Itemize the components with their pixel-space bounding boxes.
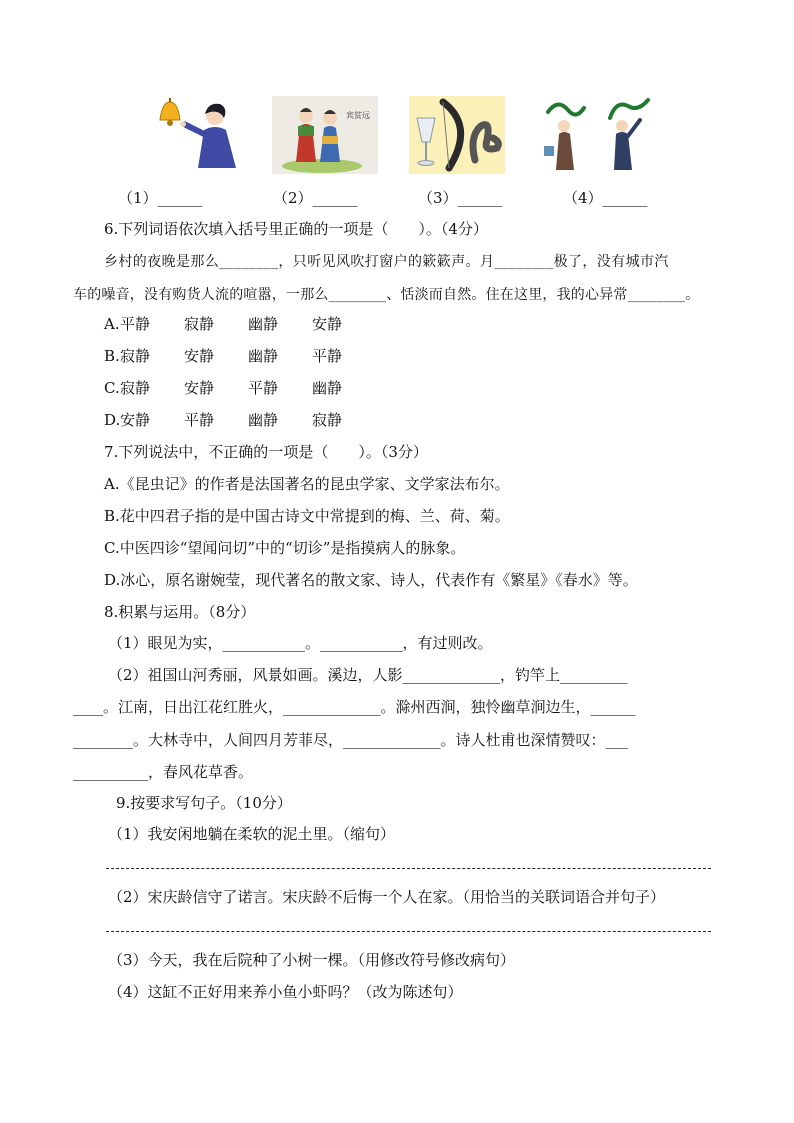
q9-sentence4: （4）这缸不正好用来养小鱼小虾吗？（改为陈述句） bbox=[108, 983, 463, 1001]
q6-option-a[interactable] bbox=[104, 313, 376, 334]
option-word: 平静 bbox=[312, 347, 343, 365]
q6-option-c[interactable] bbox=[104, 377, 376, 398]
picture-2 bbox=[272, 96, 378, 174]
q8-line5: __________，春风花草香。 bbox=[73, 763, 254, 781]
bell-woman-icon bbox=[150, 96, 242, 174]
picture-4 bbox=[544, 96, 654, 174]
option-word: 幽静 bbox=[248, 315, 279, 333]
answer-line-2[interactable] bbox=[106, 931, 711, 932]
two-scholars-icon bbox=[272, 96, 378, 174]
option-word: 安静 bbox=[184, 347, 215, 365]
q6-stem: 6.下列词语依次填入括号里正确的一项是（ ）。（4分） bbox=[104, 220, 488, 238]
answer-line-1[interactable] bbox=[106, 868, 711, 869]
option-word: 寂静 bbox=[120, 347, 151, 365]
q9-sentence1: （1）我安闲地躺在柔软的泥土里。（缩句） bbox=[108, 825, 396, 843]
option-word: 寂静 bbox=[120, 379, 151, 397]
q8-line1: （1）眼见为实，___________。___________，有过则改。 bbox=[108, 634, 493, 652]
picture-label-1: （1）______ bbox=[118, 189, 203, 207]
q7-option-a[interactable]: A.《昆虫记》的作者是法国著名的昆虫学家、文学家法布尔。 bbox=[104, 475, 510, 493]
option-word: 幽静 bbox=[312, 379, 343, 397]
option-word: 寂静 bbox=[184, 315, 215, 333]
picture-label-4: （4）______ bbox=[563, 189, 648, 207]
option-word: 平静 bbox=[248, 379, 279, 397]
q7-option-b[interactable]: B.花中四君子指的是中国古诗文中常提到的梅、兰、荷、菊。 bbox=[104, 507, 510, 525]
q6-option-b[interactable] bbox=[104, 345, 376, 366]
option-word: 幽静 bbox=[248, 411, 279, 429]
option-word: 幽静 bbox=[248, 347, 279, 365]
q8-line4: ________。大林寺中，人间四月芳菲尽，_____________。诗人杜甫也深情赞叹：___ bbox=[73, 731, 629, 749]
sign-text: 宾贫远 bbox=[346, 111, 370, 120]
option-word: 安静 bbox=[184, 379, 215, 397]
option-letter: C. bbox=[104, 379, 120, 397]
option-word: 安静 bbox=[312, 315, 343, 333]
option-word: 安静 bbox=[120, 411, 151, 429]
picture-1 bbox=[150, 96, 242, 174]
q9-sentence3: （3）今天，我在后院种了小树一棵。（用修改符号修改病句） bbox=[108, 951, 516, 969]
q8-line3: ____。江南，日出江花红胜火，_____________。滁州西涧，独怜幽草涧边生，______ bbox=[73, 698, 636, 716]
option-word: 寂静 bbox=[312, 411, 343, 429]
q6-option-d[interactable] bbox=[104, 409, 376, 430]
picture-label-3: （3）______ bbox=[418, 189, 503, 207]
option-word: 平静 bbox=[120, 315, 151, 333]
option-letter: A. bbox=[104, 315, 120, 333]
picture-3 bbox=[409, 96, 505, 174]
q8-line2: （2）祖国山河秀丽，风景如画。溪边，人影_____________，钓竿上_________ bbox=[108, 666, 628, 684]
q9-sentence2: （2）宋庆龄信守了诺言。宋庆龄不后悔一个人在家。（用恰当的关联词语合并句子） bbox=[108, 888, 666, 906]
q7-stem: 7.下列说法中，不正确的一项是（ ）。（3分） bbox=[104, 443, 428, 461]
q7-option-c[interactable]: C.中医四诊“望闻问切”中的“切诊”是指摸病人的脉象。 bbox=[104, 539, 466, 557]
q6-passage-line1: 乡村的夜晚是那么________，只听见风吹打窗户的簌簌声。月________极了，没有城市汽 bbox=[104, 254, 669, 270]
q9-stem: 9.按要求写句子。（10分） bbox=[116, 794, 292, 812]
q6-passage-line2: 车的噪音，没有购货人流的喧嚣，一那么________、恬淡而自然。住在这里，我的心异常________。 bbox=[73, 287, 700, 303]
cup-bow-snake-icon bbox=[409, 96, 505, 174]
q8-stem: 8.积累与运用。（8分） bbox=[104, 603, 256, 621]
picture-label-2: （2）______ bbox=[273, 189, 358, 207]
option-letter: B. bbox=[104, 347, 120, 365]
snake-men-icon bbox=[544, 96, 654, 174]
option-letter: D. bbox=[104, 411, 121, 429]
option-word: 平静 bbox=[184, 411, 215, 429]
q7-option-d[interactable]: D.冰心，原名谢婉莹，现代著名的散文家、诗人，代表作有《繁星》《春水》等。 bbox=[104, 571, 638, 589]
